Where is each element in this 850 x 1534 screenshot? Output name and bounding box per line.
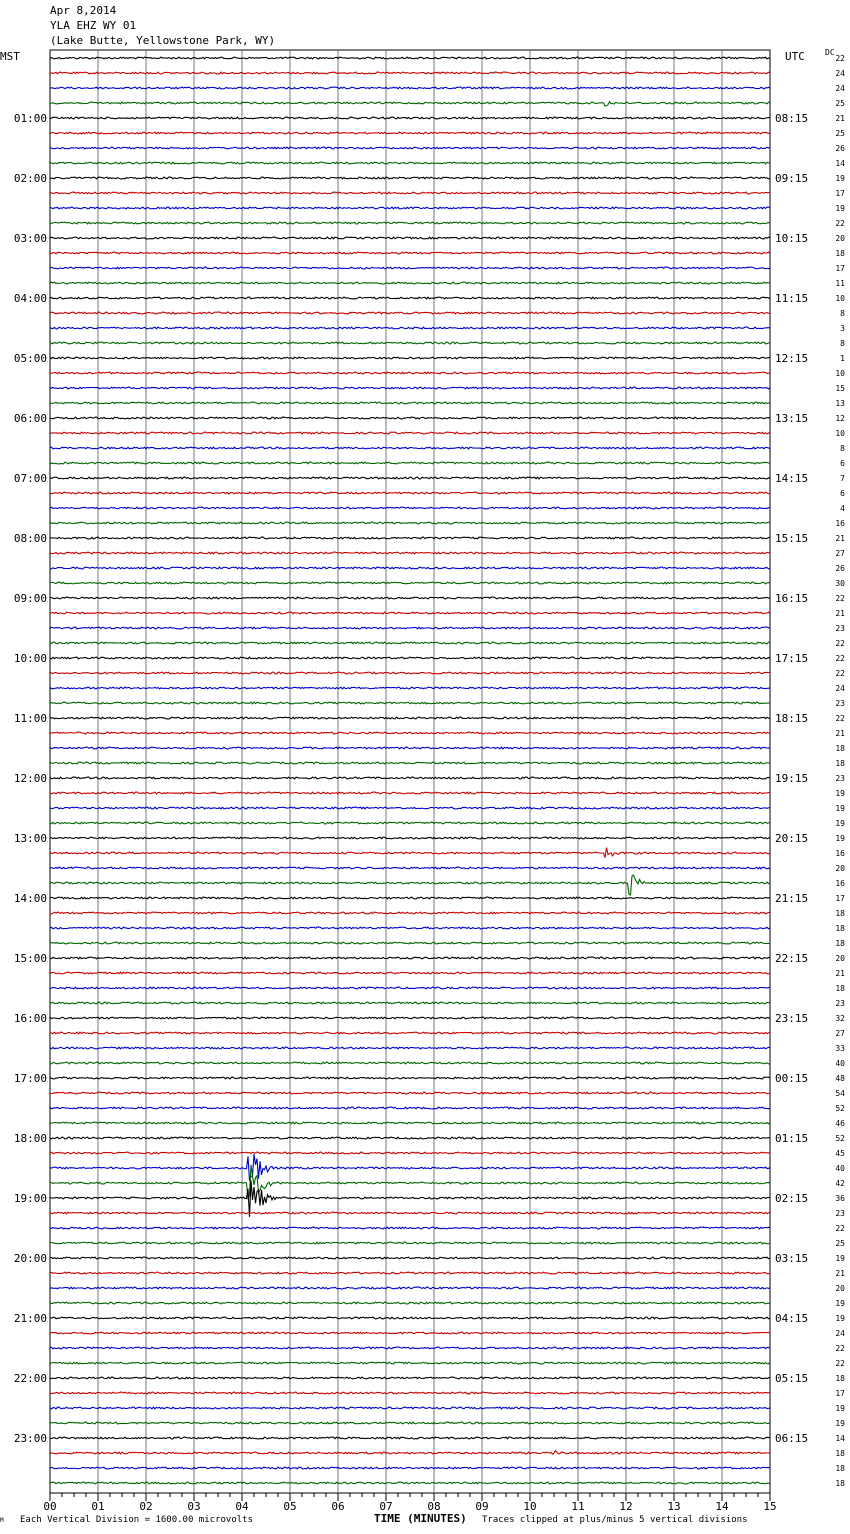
right-hour-label: 06:15 — [775, 1432, 809, 1445]
seismic-trace — [50, 927, 770, 929]
dc-offset-value: 25 — [835, 99, 845, 108]
dc-offset-value: 7 — [840, 474, 845, 483]
dc-offset-value: 16 — [835, 849, 845, 858]
right-hour-label: 09:15 — [775, 172, 809, 185]
right-hour-label: 14:15 — [775, 472, 809, 485]
seismic-trace — [50, 417, 770, 419]
dc-offset-value: 18 — [835, 939, 845, 948]
seismic-trace — [50, 432, 770, 434]
dc-offset-value: 8 — [840, 309, 845, 318]
right-hour-label: 02:15 — [775, 1192, 809, 1205]
seismic-trace — [50, 942, 770, 944]
seismic-trace — [50, 507, 770, 509]
left-hour-label: 18:00 — [13, 1132, 47, 1145]
dc-offset-value: 22 — [835, 1359, 845, 1368]
station-id: YLA EHZ WY 01 — [50, 19, 137, 32]
left-hour-label: 16:00 — [13, 1012, 47, 1025]
dc-offset-value: 17 — [835, 1389, 845, 1398]
seismic-trace — [50, 1017, 770, 1019]
right-hour-label: 13:15 — [775, 412, 809, 425]
dc-offset-value: 16 — [835, 879, 845, 888]
x-tick-label: 14 — [715, 1500, 729, 1513]
seismic-trace — [50, 972, 770, 974]
dc-offset-value: 32 — [835, 1014, 845, 1023]
seismic-trace — [50, 1272, 770, 1274]
seismic-trace — [50, 492, 770, 494]
seismic-trace — [50, 777, 770, 779]
dc-offset-value: 18 — [835, 249, 845, 258]
seismic-trace — [50, 612, 770, 614]
dc-offset-value: 21 — [835, 609, 845, 618]
dc-offset-value: 24 — [835, 684, 845, 693]
dc-offset-value: 10 — [835, 369, 845, 378]
x-tick-label: 08 — [427, 1500, 441, 1513]
dc-offset-value: 25 — [835, 1239, 845, 1248]
seismic-trace — [50, 1392, 770, 1394]
dc-offset-value: 18 — [835, 924, 845, 933]
seismic-trace — [50, 57, 770, 59]
seismic-trace — [50, 848, 770, 858]
seismic-trace — [50, 102, 770, 106]
seismic-trace — [50, 1377, 770, 1379]
seismic-trace — [50, 117, 770, 119]
seismic-trace — [50, 1302, 770, 1304]
seismic-trace — [50, 357, 770, 359]
dc-offset-value: 22 — [835, 669, 845, 678]
seismic-trace — [50, 1047, 770, 1049]
seismic-trace — [50, 642, 770, 644]
right-hour-label: 11:15 — [775, 292, 809, 305]
dc-offset-value: 18 — [835, 1374, 845, 1383]
right-timezone-label: UTC — [785, 50, 805, 63]
left-hour-label: 03:00 — [13, 232, 47, 245]
seismic-trace — [50, 732, 770, 734]
seismic-trace — [50, 957, 770, 959]
seismic-trace — [50, 522, 770, 524]
dc-offset-value: 14 — [835, 1434, 845, 1443]
right-hour-label: 05:15 — [775, 1372, 809, 1385]
dc-offset-value: 18 — [835, 984, 845, 993]
x-tick-label: 11 — [571, 1500, 585, 1513]
right-hour-label: 15:15 — [775, 532, 809, 545]
right-hour-label: 00:15 — [775, 1072, 809, 1085]
dc-offset-value: 18 — [835, 1479, 845, 1488]
left-hour-label: 19:00 — [13, 1192, 47, 1205]
left-hour-label: 02:00 — [13, 172, 47, 185]
dc-offset-value: 17 — [835, 189, 845, 198]
seismic-trace — [50, 192, 770, 194]
seismic-trace — [50, 1032, 770, 1034]
seismic-trace — [50, 1092, 770, 1094]
dc-offset-value: 23 — [835, 774, 845, 783]
seismic-trace — [50, 687, 770, 689]
dc-offset-value: 18 — [835, 1449, 845, 1458]
clip-note: Traces clipped at plus/minus 5 vertical divisions — [482, 1515, 748, 1525]
dc-offset-value: 19 — [835, 204, 845, 213]
x-tick-label: 07 — [379, 1500, 393, 1513]
seismic-trace — [50, 1107, 770, 1109]
dc-offset-value: 6 — [840, 459, 845, 468]
dc-offset-value: 54 — [835, 1089, 845, 1098]
seismic-trace — [50, 312, 770, 314]
left-hour-label: 01:00 — [13, 112, 47, 125]
dc-offset-value: 48 — [835, 1074, 845, 1083]
left-hour-label: 20:00 — [13, 1252, 47, 1265]
x-tick-label: 09 — [475, 1500, 489, 1513]
dc-offset-value: 40 — [835, 1059, 845, 1068]
seismic-trace — [50, 267, 770, 269]
dc-offset-value: 8 — [840, 339, 845, 348]
seismic-trace — [50, 72, 770, 74]
dc-offset-value: 52 — [835, 1134, 845, 1143]
dc-offset-value: 16 — [835, 519, 845, 528]
dc-offset-value: 45 — [835, 1149, 845, 1158]
seismic-trace — [50, 1407, 770, 1409]
right-hour-label: 19:15 — [775, 772, 809, 785]
seismic-trace — [50, 207, 770, 209]
dc-offset-value: 19 — [835, 174, 845, 183]
x-tick-label: 04 — [235, 1500, 249, 1513]
dc-offset-value: 20 — [835, 864, 845, 873]
seismic-trace — [50, 537, 770, 539]
seismic-trace — [50, 1242, 770, 1244]
dc-offset-value: 22 — [835, 1224, 845, 1233]
seismic-trace — [50, 1362, 770, 1364]
dc-offset-value: 10 — [835, 294, 845, 303]
dc-offset-value: 22 — [835, 639, 845, 648]
left-timezone-label: MST — [0, 50, 20, 63]
dc-offset-value: 25 — [835, 129, 845, 138]
seismic-trace — [50, 297, 770, 299]
dc-offset-value: 19 — [835, 1254, 845, 1263]
seismic-trace — [50, 222, 770, 224]
seismic-trace — [50, 762, 770, 764]
seismic-trace — [50, 1317, 770, 1319]
dc-offset-value: 19 — [835, 1314, 845, 1323]
seismic-trace — [50, 177, 770, 179]
seismic-trace — [50, 672, 770, 674]
seismic-trace — [50, 1077, 770, 1079]
dc-offset-value: 20 — [835, 234, 845, 243]
seismic-trace — [50, 147, 770, 149]
dc-offset-value: 22 — [835, 594, 845, 603]
dc-offset-value: 33 — [835, 1044, 845, 1053]
dc-offset-value: 27 — [835, 549, 845, 558]
seismic-trace — [50, 87, 770, 89]
seismic-trace — [50, 1062, 770, 1064]
right-hour-label: 01:15 — [775, 1132, 809, 1145]
right-hour-label: 03:15 — [775, 1252, 809, 1265]
seismic-trace — [50, 1287, 770, 1289]
dc-offset-value: 20 — [835, 1284, 845, 1293]
seismic-trace — [50, 1482, 770, 1484]
x-tick-label: 12 — [619, 1500, 633, 1513]
seismic-trace — [50, 402, 770, 404]
dc-offset-value: 19 — [835, 834, 845, 843]
seismic-trace — [50, 1154, 770, 1181]
dc-offset-value: 19 — [835, 1299, 845, 1308]
left-hour-label: 21:00 — [13, 1312, 47, 1325]
dc-offset-value: 24 — [835, 69, 845, 78]
dc-offset-value: 46 — [835, 1119, 845, 1128]
seismic-trace — [50, 372, 770, 374]
dc-offset-value: 18 — [835, 744, 845, 753]
dc-offset-value: 13 — [835, 399, 845, 408]
dc-offset-value: 30 — [835, 579, 845, 588]
left-hour-label: 12:00 — [13, 772, 47, 785]
seismic-trace — [50, 597, 770, 599]
dc-offset-value: 3 — [840, 324, 845, 333]
seismic-trace — [50, 792, 770, 794]
x-tick-label: 05 — [283, 1500, 297, 1513]
left-hour-label: 15:00 — [13, 952, 47, 965]
dc-offset-value: 14 — [835, 159, 845, 168]
left-hour-label: 09:00 — [13, 592, 47, 605]
seismic-trace — [50, 327, 770, 329]
dc-offset-value: 21 — [835, 729, 845, 738]
dc-offset-value: 11 — [835, 279, 845, 288]
dc-offset-value: 21 — [835, 1269, 845, 1278]
seismic-trace — [50, 1467, 770, 1469]
dc-offset-value: 4 — [840, 504, 845, 513]
seismic-trace — [50, 1332, 770, 1334]
seismic-trace — [50, 447, 770, 449]
station-location: (Lake Butte, Yellowstone Park, WY) — [50, 34, 276, 47]
dc-offset-value: 15 — [835, 384, 845, 393]
dc-offset-value: 21 — [835, 114, 845, 123]
x-tick-label: 00 — [43, 1500, 57, 1513]
dc-offset-value: 40 — [835, 1164, 845, 1173]
dc-offset-value: 19 — [835, 804, 845, 813]
seismic-trace — [50, 912, 770, 914]
seismic-trace — [50, 1181, 770, 1217]
seismic-trace — [50, 1122, 770, 1124]
right-hour-label: 18:15 — [775, 712, 809, 725]
left-hour-label: 06:00 — [13, 412, 47, 425]
right-hour-label: 23:15 — [775, 1012, 809, 1025]
corner-mark: M — [0, 1517, 4, 1524]
seismic-trace — [50, 657, 770, 659]
right-hour-label: 04:15 — [775, 1312, 809, 1325]
dc-offset-value: 27 — [835, 1029, 845, 1038]
dc-offset-value: 26 — [835, 564, 845, 573]
seismic-trace — [50, 807, 770, 809]
dc-offset-value: 24 — [835, 84, 845, 93]
right-hour-label: 21:15 — [775, 892, 809, 905]
seismic-trace — [50, 747, 770, 749]
record-date: Apr 8,2014 — [50, 4, 117, 17]
dc-offset-value: 21 — [835, 969, 845, 978]
dc-offset-value: 23 — [835, 699, 845, 708]
dc-offset-value: 23 — [835, 1209, 845, 1218]
dc-offset-value: 19 — [835, 789, 845, 798]
seismic-trace — [50, 867, 770, 869]
dc-offset-value: 18 — [835, 909, 845, 918]
seismic-trace — [50, 342, 770, 344]
seismic-trace — [50, 1227, 770, 1229]
dc-offset-value: 18 — [835, 1464, 845, 1473]
x-tick-label: 15 — [763, 1500, 777, 1513]
seismic-trace — [50, 987, 770, 989]
dc-offset-value: 22 — [835, 219, 845, 228]
dc-offset-value: 22 — [835, 654, 845, 663]
left-hour-label: 13:00 — [13, 832, 47, 845]
dc-offset-value: 1 — [840, 354, 845, 363]
dc-offset-value: 19 — [835, 1404, 845, 1413]
x-tick-label: 13 — [667, 1500, 681, 1513]
dc-offset-value: 22 — [835, 1344, 845, 1353]
seismic-trace — [50, 1437, 770, 1439]
x-tick-label: 02 — [139, 1500, 153, 1513]
left-hour-label: 08:00 — [13, 532, 47, 545]
dc-offset-value: 12 — [835, 414, 845, 423]
seismic-trace — [50, 837, 770, 839]
seismic-trace — [50, 822, 770, 824]
seismic-trace — [50, 552, 770, 554]
seismic-trace — [50, 252, 770, 254]
seismic-trace — [50, 1137, 770, 1139]
dc-offset-value: 18 — [835, 759, 845, 768]
seismic-trace — [50, 582, 770, 584]
seismic-trace — [50, 702, 770, 704]
right-hour-label: 10:15 — [775, 232, 809, 245]
seismic-trace — [50, 282, 770, 284]
dc-offset-value: 19 — [835, 819, 845, 828]
seismic-trace — [50, 1152, 770, 1154]
plot-frame — [50, 50, 770, 1493]
seismic-trace — [50, 1002, 770, 1004]
dc-offset-header: DC — [825, 48, 835, 57]
dc-offset-value: 10 — [835, 429, 845, 438]
seismic-trace — [50, 567, 770, 569]
left-hour-label: 14:00 — [13, 892, 47, 905]
dc-offset-value: 22 — [835, 714, 845, 723]
left-hour-label: 17:00 — [13, 1072, 47, 1085]
left-hour-label: 05:00 — [13, 352, 47, 365]
seismic-trace — [50, 1450, 770, 1454]
seismic-trace — [50, 387, 770, 389]
dc-offset-value: 20 — [835, 954, 845, 963]
right-hour-label: 22:15 — [775, 952, 809, 965]
seismic-trace — [50, 1422, 770, 1424]
seismic-trace — [50, 1212, 770, 1214]
seismic-trace — [50, 717, 770, 719]
dc-offset-value: 23 — [835, 624, 845, 633]
seismic-trace — [50, 132, 770, 134]
right-hour-label: 08:15 — [775, 112, 809, 125]
dc-offset-value: 8 — [840, 444, 845, 453]
x-tick-label: 06 — [331, 1500, 345, 1513]
right-hour-label: 17:15 — [775, 652, 809, 665]
seismic-trace — [50, 875, 770, 895]
dc-offset-value: 26 — [835, 144, 845, 153]
right-hour-label: 12:15 — [775, 352, 809, 365]
seismic-trace — [50, 477, 770, 479]
dc-offset-value: 19 — [835, 1419, 845, 1428]
seismic-trace — [50, 1347, 770, 1349]
left-hour-label: 23:00 — [13, 1432, 47, 1445]
right-hour-label: 20:15 — [775, 832, 809, 845]
left-hour-label: 07:00 — [13, 472, 47, 485]
dc-offset-value: 17 — [835, 894, 845, 903]
seismic-trace — [50, 627, 770, 629]
dc-offset-value: 17 — [835, 264, 845, 273]
left-hour-label: 22:00 — [13, 1372, 47, 1385]
x-tick-label: 10 — [523, 1500, 537, 1513]
dc-offset-value: 36 — [835, 1194, 845, 1203]
dc-offset-value: 21 — [835, 534, 845, 543]
seismic-trace — [50, 1165, 770, 1200]
dc-offset-value: 22 — [835, 54, 845, 63]
left-hour-label: 10:00 — [13, 652, 47, 665]
left-hour-label: 04:00 — [13, 292, 47, 305]
seismic-trace — [50, 237, 770, 239]
seismic-trace — [50, 462, 770, 464]
dc-offset-value: 6 — [840, 489, 845, 498]
seismic-trace — [50, 897, 770, 899]
right-hour-label: 16:15 — [775, 592, 809, 605]
left-hour-label: 11:00 — [13, 712, 47, 725]
scale-note: Each Vertical Division = 1600.00 microvolts — [20, 1515, 253, 1525]
dc-offset-value: 52 — [835, 1104, 845, 1113]
x-axis-title: TIME (MINUTES) — [374, 1512, 467, 1525]
seismic-trace — [50, 162, 770, 164]
x-tick-label: 03 — [187, 1500, 201, 1513]
dc-offset-value: 23 — [835, 999, 845, 1008]
dc-offset-value: 42 — [835, 1179, 845, 1188]
dc-offset-value: 24 — [835, 1329, 845, 1338]
seismic-trace — [50, 1257, 770, 1259]
x-tick-label: 01 — [91, 1500, 105, 1513]
